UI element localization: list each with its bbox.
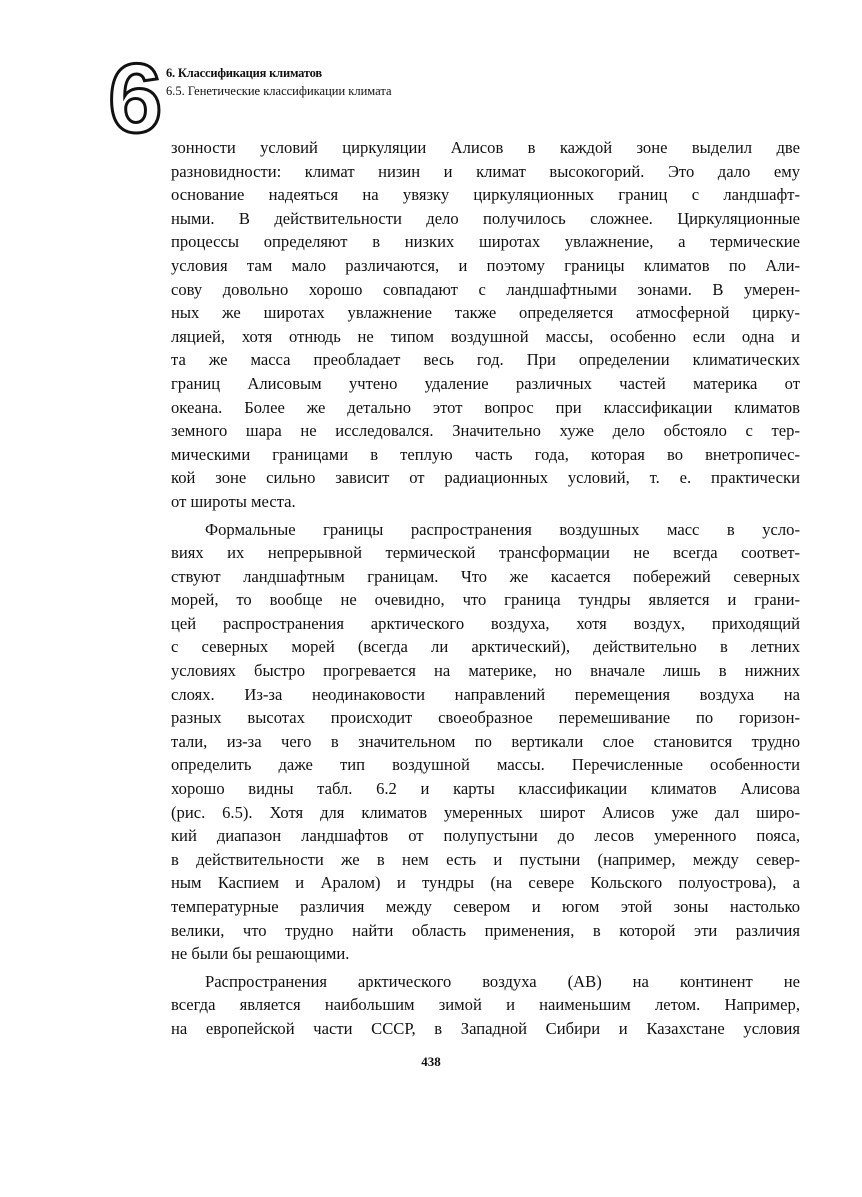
text-line: кий диапазон ландшафтов от полупустыни до лесов умеренного пояса,: [171, 826, 800, 846]
paragraph: [171, 518, 800, 966]
text-line: зонности условий циркуляции Алисов в каждой зоне выделил две: [171, 138, 800, 157]
text-line: разновидности: климат низин и климат высокогорий. Это дало ему: [171, 161, 800, 181]
text-line: Формальные границы распространения воздушных масс в усло-: [205, 519, 800, 539]
text-line: условия там мало различаются, и поэтому границы климатов по Али-: [171, 255, 800, 275]
text-line: мическими границами в теплую часть года, которая во внетропичес-: [171, 444, 800, 464]
text-line: на европейской части СССР, в Западной Сибири и Казахстане условия: [171, 1018, 800, 1038]
text-line: (рис. 6.5). Хотя для климатов умеренных широт Алисов уже дал широ-: [171, 802, 800, 822]
text-line: температурные различия между севером и югом этой зоны настолько: [171, 897, 800, 916]
text-line: с северных морей (всегда ли арктический), действительно в летних: [171, 637, 800, 657]
text-line: ным Каспием и Аралом) и тундры (на севере Кольского полуострова), а: [171, 873, 800, 893]
running-head: [166, 64, 392, 100]
text-line: границ Алисовым учтено удаление различных частей материка от: [171, 373, 800, 393]
text-line: океана. Более же детально этот вопрос при классификации климатов: [171, 397, 800, 417]
text-line: тали, из-за чего в значительном по вертикали слое становится трудно: [171, 731, 800, 751]
text-line: морей, то вообще не очевидно, что граница тундры является и грани-: [171, 590, 800, 610]
text-line: процессы определяют в низких широтах увлажнение, а термические: [171, 232, 800, 252]
text-line: ствуют ландшафтным границам. Что же касается побережий северных: [171, 566, 800, 586]
text-line: земного шара не исследовался. Значительно хуже дело обстояло с тер-: [171, 421, 800, 441]
body-text: [171, 136, 800, 1041]
text-line: определить даже тип воздушной массы. Перечисленные особенности: [171, 755, 800, 775]
text-line: ных же широтах увлажнение также определяется атмосферной цирку-: [171, 303, 800, 323]
running-head-section: 6.5. Генетические классификации климата: [166, 84, 392, 98]
page-number: 438: [421, 1054, 441, 1069]
text-line: не были бы решающими.: [171, 944, 350, 964]
text-line: Распространения арктического воздуха (АВ) на континент не: [205, 971, 800, 991]
text-line: сову довольно хорошо совпадают с ландшафтными зонами. В умерен-: [171, 279, 800, 299]
paragraph: [171, 970, 800, 1041]
paragraph: [171, 136, 800, 514]
running-head-chapter: 6. Классификация климатов: [166, 66, 322, 80]
text-line: цей распространения арктического воздуха, хотя воздух, приходящий: [171, 613, 800, 633]
text-line: ляцией, хотя отнюдь не типом воздушной массы, особенно если одна и: [171, 326, 800, 346]
text-line: велики, что трудно найти область применения, в которой эти различия: [171, 920, 800, 940]
text-line: основание надеяться на увязку циркуляционных границ с ландшафт-: [171, 185, 800, 205]
text-line: кой зоне сильно зависит от радиационных условий, т. е. практически: [171, 468, 800, 488]
chapter-number-badge: 6: [108, 43, 163, 153]
text-line: ными. В действительности дело получилось сложнее. Циркуляционные: [171, 208, 800, 228]
text-line: от широты места.: [171, 491, 296, 511]
text-line: слоях. Из-за неодинаковости направлений перемещения воздуха на: [171, 684, 800, 704]
text-line: та же масса преобладает весь год. При определении климатических: [171, 350, 800, 370]
text-line: условиях быстро прогревается на материке, но вначале лишь в нижних: [171, 661, 800, 681]
text-line: виях их непрерывной термической трансформации не всегда соответ-: [171, 543, 800, 563]
text-line: в действительности же в нем есть и пустыни (например, между север-: [171, 849, 800, 869]
text-line: всегда является наибольшим зимой и наименьшим летом. Например,: [171, 995, 800, 1015]
text-line: разных высотах происходит своеобразное перемешивание по горизон-: [171, 708, 800, 728]
text-line: хорошо видны табл. 6.2 и карты классификации климатов Алисова: [171, 779, 800, 799]
